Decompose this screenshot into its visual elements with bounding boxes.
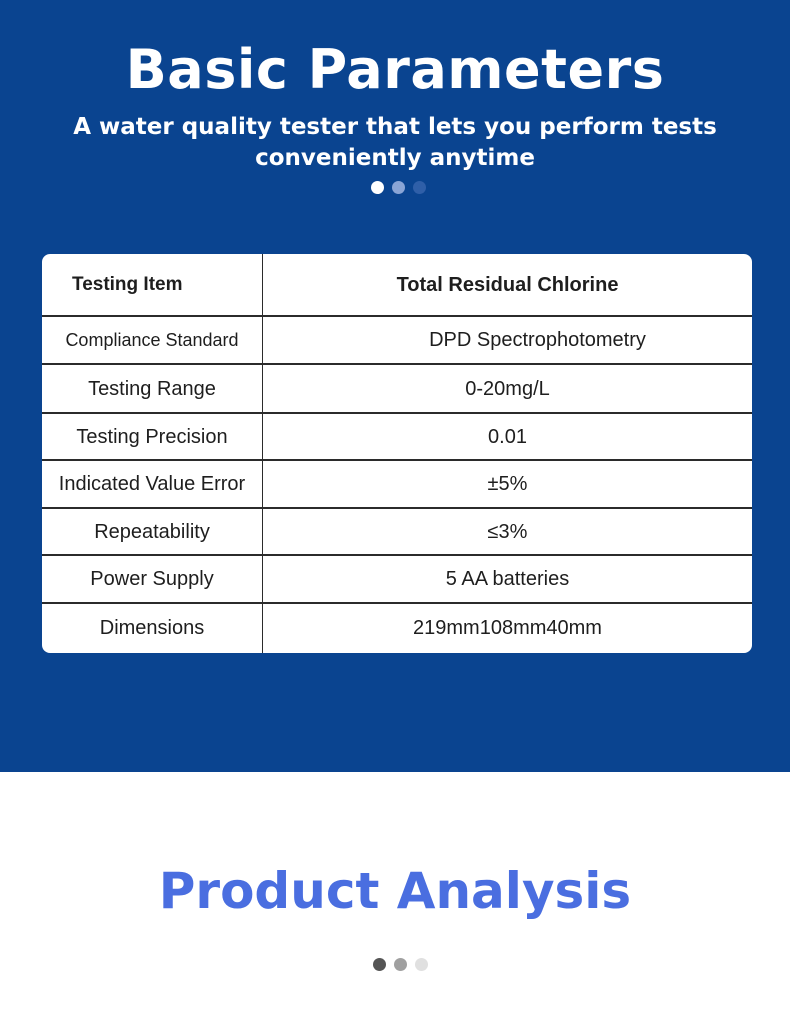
table-row xyxy=(42,315,752,364)
table-header-label: Testing Item xyxy=(42,254,263,316)
table-row-value: 0.01 xyxy=(488,425,527,448)
table-row-value: 219mm108mm40mm xyxy=(413,617,602,639)
table-row-label: Indicated Value Error xyxy=(42,461,263,508)
table-header-row xyxy=(42,254,752,316)
product-analysis-title: Product Analysis xyxy=(158,862,632,920)
carousel-dot[interactable] xyxy=(392,181,405,194)
table-row-label: Compliance Standard xyxy=(42,317,263,364)
table-row xyxy=(42,554,752,603)
table-row xyxy=(42,507,752,555)
table-row-value: ≤3% xyxy=(487,520,528,543)
carousel-dot[interactable] xyxy=(371,181,384,194)
spec-table xyxy=(42,254,752,653)
table-header-value: Total Residual Chlorine xyxy=(396,273,619,296)
table-row xyxy=(42,459,752,508)
carousel-dots-top xyxy=(371,181,426,194)
carousel-dot[interactable] xyxy=(413,181,426,194)
table-row-value: 0-20mg/L xyxy=(465,377,550,400)
carousel-dot[interactable] xyxy=(394,958,407,971)
page-title: Basic Parameters xyxy=(125,38,665,101)
table-row-value: 5 AA batteries xyxy=(445,568,570,590)
table-row-label: Testing Range xyxy=(42,365,263,413)
table-row-label: Testing Precision xyxy=(42,414,263,460)
table-row-label: Power Supply xyxy=(42,556,263,603)
carousel-dot[interactable] xyxy=(373,958,386,971)
table-row xyxy=(42,363,752,413)
table-row xyxy=(42,412,752,460)
table-row-value: DPD Spectrophotometry xyxy=(429,329,646,351)
table-row-value: ±5% xyxy=(487,473,528,495)
carousel-dots-bottom xyxy=(373,958,428,971)
carousel-dot[interactable] xyxy=(415,958,428,971)
table-row-label: Repeatability xyxy=(42,509,263,555)
page-subtitle: A water quality tester that lets you perform tests conveniently anytime xyxy=(73,114,717,171)
table-row xyxy=(42,602,752,653)
table-row-label: Dimensions xyxy=(42,604,263,653)
